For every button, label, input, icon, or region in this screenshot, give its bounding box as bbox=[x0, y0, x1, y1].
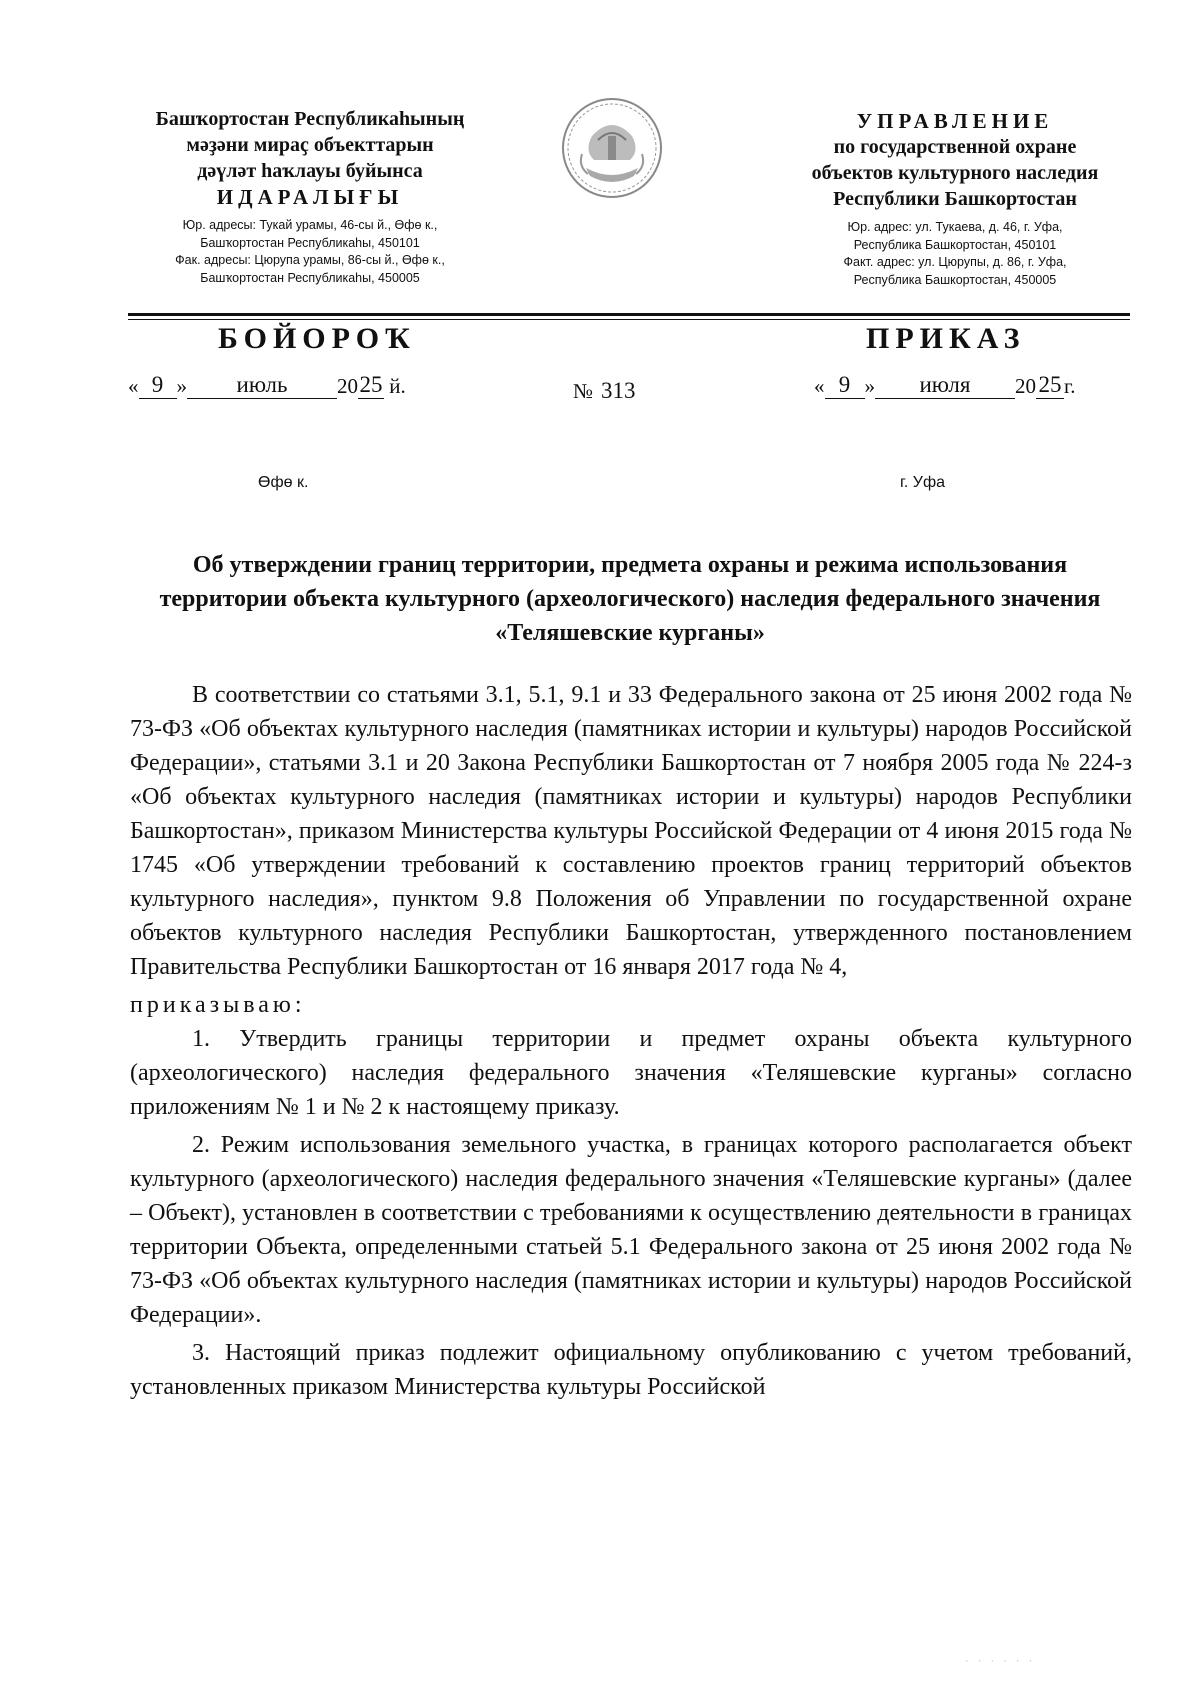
header-divider-thick bbox=[128, 313, 1130, 316]
date-right-month: июля bbox=[875, 374, 1015, 399]
scan-artifact: · · · · · · bbox=[965, 1655, 1036, 1667]
header-left-agency-word: ИДАРАЛЫҒЫ bbox=[216, 185, 404, 209]
header-left-line-2: мәҙәни мираҫ объекттарын bbox=[186, 134, 434, 156]
doc-type-bashkir: БОЙОРОҠ bbox=[218, 322, 416, 355]
header-left-line-1: Башҡортостан Республикаһының bbox=[155, 108, 465, 130]
header-right-agency-word: УПРАВЛЕНИЕ bbox=[856, 109, 1054, 133]
date-line-left: « 9 » июль 2025 й. bbox=[128, 372, 406, 398]
date-right-suffix: г. bbox=[1064, 374, 1076, 398]
header-right-line-1: по государственной охране bbox=[833, 136, 1077, 158]
place-bashkir: Өфө к. bbox=[258, 474, 309, 491]
date-line-right: « 9 » июля 20 25 г. bbox=[814, 372, 1076, 398]
place-russian: г. Уфа bbox=[900, 474, 945, 491]
document-body bbox=[130, 678, 1132, 1408]
order-number bbox=[573, 378, 636, 404]
date-left-year-prefix: 20 bbox=[337, 374, 358, 398]
header-left-address-line: Фак. адресы: Цюрупа урамы, 86-сы й., Өфө к., bbox=[175, 253, 445, 267]
header-left-address-line: Башҡортостан Республикаһы, 450101 bbox=[200, 235, 420, 250]
document-subject: Об утверждении границ территории, предмета охраны и режима использования территории объекта культурного (археологического) наследия федерального значения «Теляшевские курганы» bbox=[159, 552, 1101, 646]
order-number-label: № bbox=[573, 379, 594, 403]
header-right-address-line: Юр. адрес: ул. Тукаева, д. 46, г. Уфа, bbox=[847, 220, 1063, 234]
emblem-icon bbox=[560, 96, 664, 200]
header-left-address bbox=[120, 217, 500, 287]
header-right-address-line: Факт. адрес: ул. Цюрупы, д. 86, г. Уфа, bbox=[843, 255, 1067, 269]
date-right-year-prefix: 20 bbox=[1015, 374, 1036, 398]
body-paragraph: В соответствии со статьями 3.1, 5.1, 9.1 и 33 Федерального закона от 25 июня 2002 года № 73-ФЗ «Об объектах культурного наследия (памятниках истории и культуры) народов Российской Федерации», статьями 3.1 и 20 Закона Республики Башкортостан от 7 ноября 2005 года № 224-з «Об объектах культурного наследия (памятниках истории и культуры) народов Республики Башкортостан», приказом Министерства культуры Российской Федерации от 4 июня 2015 года № 1745 «Об утверждении требований к составлению проектов границ территорий объектов культурного наследия», пунктом 9.8 Положения об Управлении по государственной охране объектов культурного наследия Республики Башкортостан, утвержденного постановлением Правительства Республики Башкортостан от 16 января 2017 года № 4, bbox=[130, 682, 1132, 980]
body-paragraph: 3. Настоящий приказ подлежит официальному опубликованию с учетом требований, установленных приказом Министерства культуры Российской bbox=[130, 1340, 1132, 1400]
order-number-value: 313 bbox=[601, 378, 636, 403]
header-left-bashkir bbox=[120, 106, 500, 287]
header-right-line-2: объектов культурного наследия bbox=[811, 162, 1099, 184]
doc-type-russian: ПРИКАЗ bbox=[866, 322, 1026, 355]
order-word: приказываю: bbox=[130, 992, 306, 1018]
header-left-address-line: Башҡортостан Республикаһы, 450005 bbox=[200, 270, 420, 285]
date-left-day: 9 bbox=[139, 374, 177, 399]
body-paragraph: 1. Утвердить границы территории и предмет охраны объекта культурного (археологического) наследия федерального значения «Теляшевские курганы» согласно приложениям № 1 и № 2 к настоящему приказу. bbox=[130, 1026, 1132, 1120]
header-divider-thin bbox=[128, 319, 1130, 320]
header-right-address-line: Республика Башкортостан, 450101 bbox=[853, 237, 1057, 252]
header-left-address-line: Юр. адресы: Тукай урамы, 46-сы й., Өфө к., bbox=[182, 218, 438, 232]
body-paragraph: 2. Режим использования земельного участка, в границах которого располагается объект культурного (археологического) наследия федерального значения «Теляшевские курганы» (далее – Объект), установлен в соответствии с требованиями к осуществлению деятельности в границах территории Объекта, определенными статьей 5.1 Федерального закона от 25 июня 2002 года № 73-ФЗ «Об объектах культурного наследия (памятниках истории и культуры) народов Российской Федерации». bbox=[130, 1132, 1132, 1328]
header-right-address bbox=[770, 219, 1140, 289]
header-right-line-3: Республики Башкортостан bbox=[833, 188, 1077, 210]
header-right-russian bbox=[770, 108, 1140, 289]
date-left-suffix: й. bbox=[389, 374, 406, 398]
date-right-year: 25 bbox=[1036, 374, 1064, 399]
header-right-address-line: Республика Башкортостан, 450005 bbox=[853, 272, 1057, 287]
date-right-day: 9 bbox=[825, 374, 865, 399]
header-left-line-3: дәүләт һаҡлауы буйынса bbox=[197, 160, 423, 182]
date-left-year: 25 bbox=[359, 372, 383, 397]
date-left-month: июль bbox=[187, 374, 337, 399]
